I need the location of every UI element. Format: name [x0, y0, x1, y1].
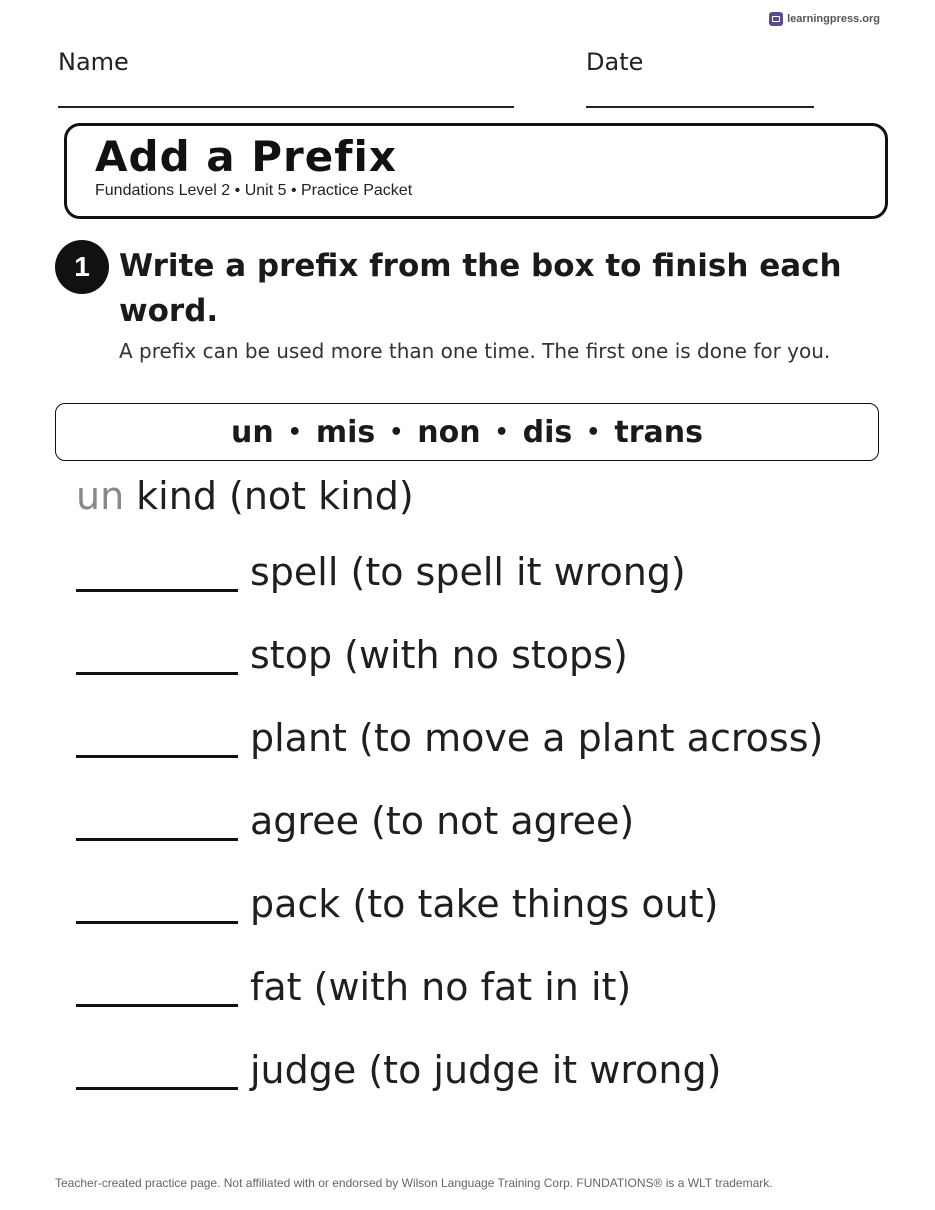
- exercise-item: [76, 862, 916, 945]
- exercise-item: [76, 779, 916, 862]
- exercise-item: [76, 696, 916, 779]
- exercise-word: pack (to take things out): [250, 881, 719, 926]
- footer-disclaimer: Teacher-created practice page. Not affiliated with or endorsed by Wilson Language Training Corp. FUNDATIONS® is a WLT trademark.: [55, 1176, 773, 1190]
- example-word: kind (not kind): [136, 474, 414, 518]
- answer-blank[interactable]: [76, 551, 238, 592]
- name-label: Name: [58, 48, 129, 76]
- exercise-word: stop (with no stops): [250, 632, 628, 677]
- answer-blank[interactable]: [76, 1049, 238, 1090]
- word-bank-word: un: [231, 414, 274, 450]
- exercise-item: [76, 1028, 916, 1111]
- exercise-word: plant (to move a plant across): [250, 715, 824, 760]
- answer-blank[interactable]: [76, 966, 238, 1007]
- date-field[interactable]: [586, 106, 814, 108]
- title-box: [64, 123, 888, 219]
- bullet-separator: •: [494, 419, 509, 445]
- word-bank-word: mis: [315, 414, 376, 450]
- exercise-word: judge (to judge it wrong): [250, 1047, 722, 1092]
- answer-blank[interactable]: [76, 800, 238, 841]
- word-bank-word: non: [417, 414, 481, 450]
- exercise-list: [76, 474, 916, 1111]
- book-icon: [769, 12, 783, 26]
- page-title: Add a Prefix: [95, 132, 397, 181]
- word-bank-word: trans: [614, 414, 703, 450]
- exercise-item: [76, 945, 916, 1028]
- answer-blank[interactable]: [76, 883, 238, 924]
- answer-blank[interactable]: [76, 717, 238, 758]
- instruction-subtext: A prefix can be used more than one time. The first one is done for you.: [119, 339, 831, 363]
- word-bank: [55, 403, 879, 461]
- exercise-item: [76, 530, 916, 613]
- page-subtitle: Fundations Level 2 • Unit 5 • Practice Packet: [95, 182, 413, 199]
- brand: [769, 12, 880, 26]
- bullet-separator: •: [389, 419, 404, 445]
- instruction-heading: Write a prefix from the box to finish each word.: [119, 248, 842, 329]
- answer-blank[interactable]: [76, 634, 238, 675]
- bullet-separator: •: [586, 419, 601, 445]
- example-answer: un: [76, 474, 125, 518]
- date-label: Date: [586, 48, 644, 76]
- word-bank-word: dis: [522, 414, 573, 450]
- name-field[interactable]: [58, 106, 514, 108]
- exercise-word: spell (to spell it wrong): [250, 549, 686, 594]
- exercise-word: agree (to not agree): [250, 798, 635, 843]
- exercise-item: [76, 613, 916, 696]
- brand-text: learningpress.org: [787, 13, 880, 25]
- example-item: [76, 474, 916, 530]
- step-number-badge: 1: [55, 240, 109, 294]
- exercise-word: fat (with no fat in it): [250, 964, 632, 1009]
- bullet-separator: •: [287, 419, 302, 445]
